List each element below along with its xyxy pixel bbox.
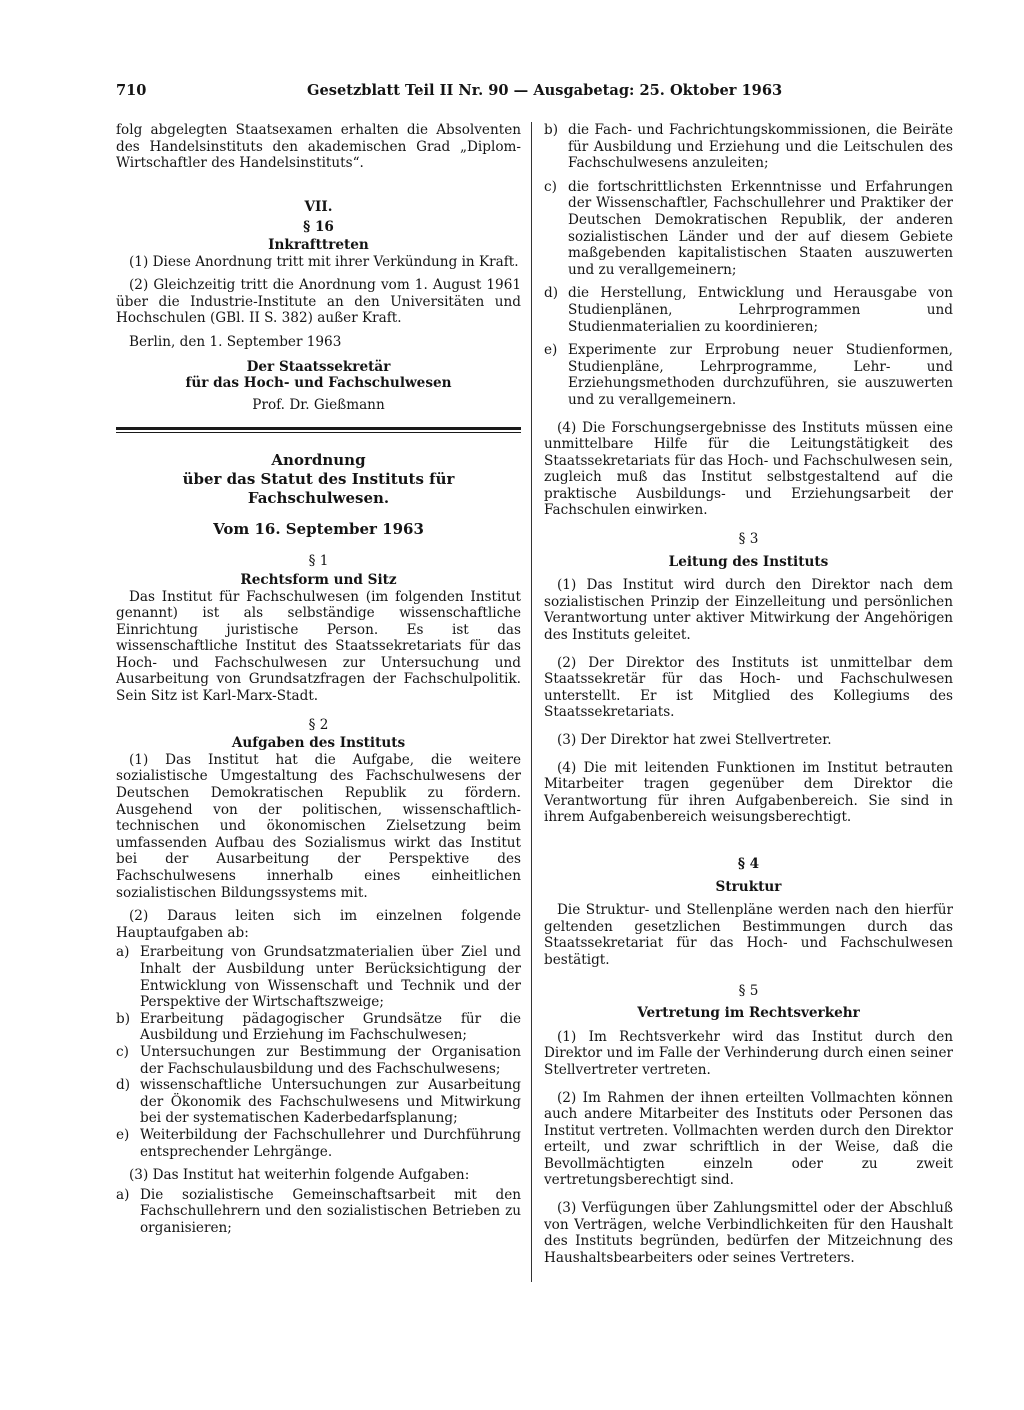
para4-number: § 4 bbox=[737, 855, 760, 872]
para16-title: Inkrafttreten bbox=[268, 236, 369, 253]
list-item: a) Die sozialistische Gemeinschaftsarbeit mit den Fachschullehrern und den sozialistischen Betrieben zu organisieren; bbox=[116, 1186, 521, 1236]
ordinance-date: Vom 16. September 1963 bbox=[213, 520, 424, 539]
place-date: Berlin, den 1. September 1963 bbox=[129, 333, 342, 350]
para2-clause-2: (2) Daraus leiten sich im einzelnen folgende Hauptaufgaben ab: bbox=[116, 908, 521, 941]
para3-clause-3: (3) Der Direktor hat zwei Stellvertreter. bbox=[557, 732, 832, 748]
column-divider bbox=[531, 122, 532, 1282]
para5-title: Vertretung im Rechtsverkehr bbox=[637, 1005, 860, 1022]
page-number: 710 bbox=[116, 82, 147, 99]
section-roman: VII. bbox=[304, 198, 333, 215]
para3-clause-1: (1) Das Institut wird durch den Direktor nach dem sozialistischen Prinzip der Einzelleitung und persönlichen Verantwortung unter aktiver Mitwirkung der Angehörigen des Instituts geleitet. bbox=[544, 577, 953, 644]
ordinance-subtitle: über das Statut des Instituts für Fachschulwesen. bbox=[182, 470, 455, 508]
list-item: c) Untersuchungen zur Bestimmung der Organisation der Fachschulausbildung und des Fachschulwesens; bbox=[116, 1043, 521, 1077]
para2-clause-2-list bbox=[116, 944, 521, 1160]
para3-clause-4: (4) Die mit leitenden Funktionen im Institut betrauten Mitarbeiter tragen gegenüber dem Direktor die Verantwortung für ihren Aufgabenbereich. Sie sind in ihrem Aufgabenbereich weisungsberechtigt. bbox=[544, 759, 953, 826]
list-item: e) Weiterbildung der Fachschullehrer und Durchführung entsprechender Lehrgänge. bbox=[116, 1126, 521, 1160]
para4-text: Die Struktur- und Stellenpläne werden nach den hierfür geltenden gesetzlichen Bestimmungen durch das Staatssekretariat für das Hoch- und Fachschulwesen bestätigt. bbox=[544, 902, 953, 968]
list-item: d) die Herstellung, Entwicklung und Herausgabe von Studienplänen, Lehrprogrammen und Studienmaterialien zu koordinieren; bbox=[544, 285, 953, 335]
section-rule-thin bbox=[116, 432, 521, 433]
running-title: Gesetzblatt Teil II Nr. 90 — Ausgabetag: 25. Oktober 1963 bbox=[307, 82, 783, 99]
ordinance-title: Anordnung bbox=[271, 451, 366, 470]
para2-clause-3: (3) Das Institut hat weiterhin folgende Aufgaben: bbox=[129, 1167, 470, 1184]
para16-clause-2: (2) Gleichzeitig tritt die Anordnung vom 1. August 1961 über die Industrie-Institute an den Universitäten und Hochschulen (GBl. II S. 382) außer Kraft. bbox=[116, 277, 521, 327]
para1-text: Das Institut für Fachschulwesen (im folgenden Institut genannt) ist als selbständige wissenschaftliche Einrichtung juristische Person. Es ist das wissenschaftliche Institut des Staatssekretariats für das Hoch- und Fachschulwesen zur Untersuchung und Ausarbeitung von Grundsatzfragen der Fachschulpolitik. Sein Sitz ist Karl-Marx-Stadt. bbox=[116, 588, 521, 705]
list-item: b) die Fach- und Fachrichtungskommissionen, die Beiräte für Ausbildung und Erziehung und die Leitschulen des Fachschulwesens anzuleiten; bbox=[544, 122, 953, 172]
intro-continuation: folg abgelegten Staatsexamen erhalten die Absolventen des Handelsinstituts den akademischen Grad „Diplom-Wirtschaftler des Handelsinstituts“. bbox=[116, 122, 521, 172]
left-column bbox=[116, 122, 521, 1236]
para4-title: Struktur bbox=[715, 878, 782, 895]
para5-number: § 5 bbox=[738, 982, 759, 999]
para3-title: Leitung des Instituts bbox=[668, 553, 829, 570]
para2-clause-3-list-continued bbox=[544, 122, 953, 409]
para3-number: § 3 bbox=[738, 531, 759, 548]
para2-title: Aufgaben des Instituts bbox=[231, 735, 406, 752]
para16-clause-1: (1) Diese Anordnung tritt mit ihrer Verkündung in Kraft. bbox=[129, 253, 519, 270]
signer-name: Prof. Dr. Gießmann bbox=[252, 396, 385, 413]
signer-title-1: Der Staatssekretär bbox=[246, 358, 391, 375]
right-column bbox=[544, 122, 953, 1266]
para2-number: § 2 bbox=[308, 716, 329, 733]
para3-clause-2: (2) Der Direktor des Instituts ist unmittelbar dem Staatssekretär für das Hoch- und Fachschulwesen unterstellt. Er ist Mitglied des Kollegiums des Staatssekretariats. bbox=[544, 654, 953, 721]
section-rule-thick bbox=[116, 427, 521, 430]
page-header bbox=[116, 82, 783, 102]
list-item: b) Erarbeitung pädagogischer Grundsätze für die Ausbildung und Erziehung im Fachschulwesen; bbox=[116, 1010, 521, 1044]
list-item: c) die fortschrittlichsten Erkenntnisse und Erfahrungen der Wissenschaftler, Fachschullehrer und Praktiker der Deutschen Demokratischen Republik, der anderen sozialistischen Länder und der auf diesem Gebiete maßgebenden kapitalistischen Staaten auszuwerten und zu verallgemeinern; bbox=[544, 178, 953, 278]
para16-number: § 16 bbox=[303, 219, 334, 236]
para2-clause-1: (1) Das Institut hat die Aufgabe, die weitere sozialistische Umgestaltung des Fachschulwesens der Deutschen Demokratischen Republik zu fördern. Ausgehend von der politischen, wissenschaftlich-technischen und ökonomischen Zielsetzung beim umfassenden Aufbau des Sozialismus wirkt das Institut bei der Ausarbeitung der Perspektive des Fachschulwesens innerhalb eines einheitlichen sozialistischen Bildungssystems mit. bbox=[116, 751, 521, 901]
list-item: e) Experimente zur Erprobung neuer Studienformen, Studienpläne, Lehrprogramme, Lehr- und Erziehungsmethoden durchzuführen, sie auszuwerten und zu verallgemeinern. bbox=[544, 342, 953, 408]
para1-number: § 1 bbox=[308, 553, 329, 570]
para5-clause-3: (3) Verfügungen über Zahlungsmittel oder der Abschluß von Verträgen, welche Verbindlichkeiten für den Haushalt des Instituts begründen, bedürfen der Mitzeichnung des Haushaltsbearbeiters oder seines Vertreters. bbox=[544, 1200, 953, 1266]
para1-title: Rechtsform und Sitz bbox=[240, 571, 397, 588]
para2-clause-3-list bbox=[116, 1187, 521, 1237]
para2-clause-4: (4) Die Forschungsergebnisse des Instituts müssen eine unmittelbare Hilfe für die Leitungstätigkeit des Staatssekretariats für das Hoch- und Fachschulwesen sein, zugleich muß das Institut selbstgestaltend auf die praktische Ausbildungs- und Erziehungsarbeit der Fachschulen einwirken. bbox=[544, 419, 953, 519]
para5-clause-2: (2) Im Rahmen der ihnen erteilten Vollmachten können auch andere Mitarbeiter des Instituts oder Personen das Institut vertreten. Vollmachten werden durch den Direktor erteilt, und zwar schriftlich in der Weise, daß die Bevollmächtigten einzeln oder zu zweit vertretungsberechtigt sind. bbox=[544, 1089, 953, 1189]
list-item: a) Erarbeitung von Grundsatzmaterialien über Ziel und Inhalt der Ausbildung unter Berücksichtigung der Entwicklung von Wissenschaft und Technik und der Perspektive der Wirtschaftszweige; bbox=[116, 944, 521, 1011]
para5-clause-1: (1) Im Rechtsverkehr wird das Institut durch den Direktor und im Falle der Verhinderung durch einen seiner Stellvertreter vertreten. bbox=[544, 1028, 953, 1078]
signer-title-2: für das Hoch- und Fachschulwesen bbox=[185, 375, 452, 392]
list-item: d) wissenschaftliche Untersuchungen zur Ausarbeitung der Ökonomik des Fachschulwesens und Mitwirkung bei der systematischen Kaderbedarfsplanung; bbox=[116, 1077, 521, 1127]
